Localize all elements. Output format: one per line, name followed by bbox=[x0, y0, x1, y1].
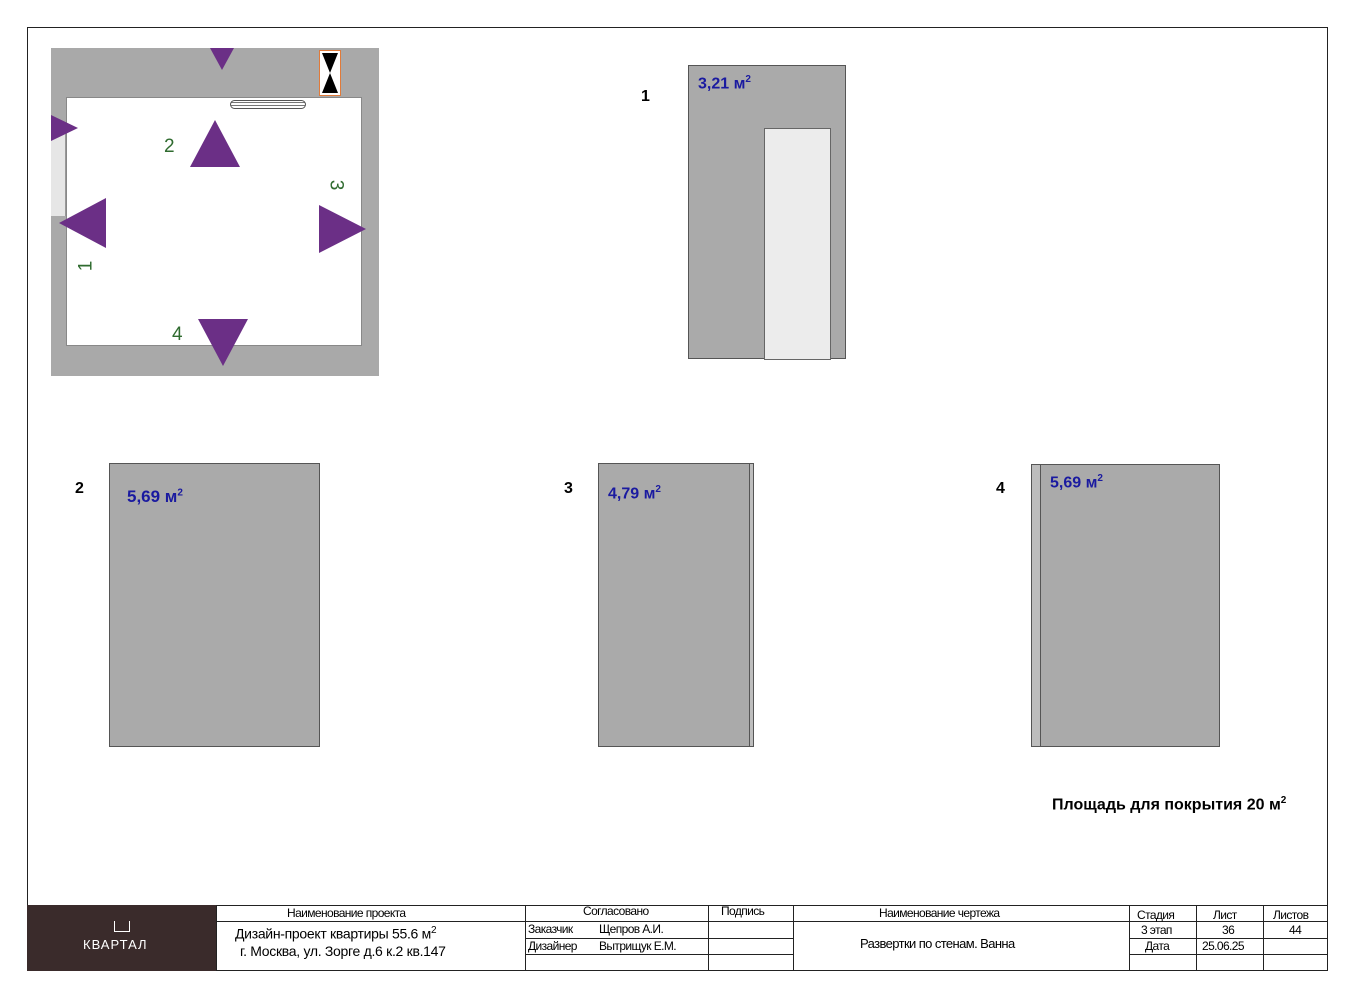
elevation-3-label: 3 bbox=[564, 480, 573, 497]
grid-line bbox=[1129, 905, 1130, 971]
total-area: Площадь для покрытия 20 $м^2$ bbox=[1052, 795, 1287, 814]
floor-plan bbox=[51, 48, 379, 376]
designer-label: Дизайнер bbox=[528, 939, 577, 953]
grid-line bbox=[525, 954, 793, 955]
approved-header: Согласовано bbox=[583, 904, 649, 918]
sheets-value: 44 bbox=[1289, 923, 1302, 937]
sheet-header: Лист bbox=[1213, 908, 1237, 922]
elevation-1-label: 1 bbox=[641, 88, 650, 105]
view-arrow-1-icon bbox=[59, 198, 106, 248]
company-logo bbox=[27, 905, 216, 971]
drawing-name-header: Наименование чертежа bbox=[879, 906, 1000, 920]
plan-wall-number-1: 1 bbox=[75, 260, 97, 272]
stage-value: 3 этап bbox=[1141, 923, 1172, 937]
grid-line bbox=[1129, 954, 1328, 955]
date-label: Дата bbox=[1145, 939, 1170, 953]
plan-wall-number-3: 3 bbox=[325, 179, 347, 191]
grid-line bbox=[708, 905, 709, 971]
sheet-value: 36 bbox=[1222, 923, 1235, 937]
drawing-name: Развертки по стенам. Ванна bbox=[860, 936, 1015, 951]
elevation-3-area: 4,79 $м^2$ bbox=[608, 484, 661, 503]
designer-name: Вытрищук Е.М. bbox=[599, 939, 676, 953]
elevation-1 bbox=[688, 65, 846, 359]
project-line-2: г. Москва, ул. Зорге д.6 к.2 кв.147 bbox=[240, 943, 446, 959]
grid-line bbox=[1196, 905, 1197, 971]
view-arrow-4-icon bbox=[198, 319, 248, 366]
grid-line bbox=[216, 905, 217, 971]
house-icon bbox=[114, 921, 130, 932]
elevation-4-area: 5,69 $м^2$ bbox=[1050, 473, 1103, 492]
view-arrow-top-icon bbox=[210, 48, 234, 70]
grid-line bbox=[793, 905, 794, 971]
customer-label: Заказчик bbox=[528, 922, 573, 936]
stage-header: Стадия bbox=[1137, 908, 1175, 922]
project-line-1: Дизайн-проект квартиры 55.6 $м^2$ bbox=[235, 925, 437, 942]
grid-line bbox=[1263, 905, 1264, 971]
towel-rail bbox=[230, 100, 306, 109]
elevation-1-area: 3,21 $м^2$ bbox=[698, 74, 751, 93]
title-block bbox=[27, 905, 1328, 971]
elevation-3-edge bbox=[749, 463, 754, 747]
sheets-header: Листов bbox=[1273, 908, 1309, 922]
view-arrow-2-icon bbox=[190, 120, 240, 167]
date-value: 25.06.25 bbox=[1202, 939, 1244, 953]
view-arrow-3-icon bbox=[319, 205, 366, 253]
elevation-2-label: 2 bbox=[75, 480, 84, 497]
elevation-2-area: 5,69 $м^2$ bbox=[127, 487, 183, 506]
elevation-4 bbox=[1040, 464, 1220, 747]
elevation-3 bbox=[598, 463, 750, 747]
plan-wall-number-4: 4 bbox=[172, 324, 183, 345]
customer-name: Щепров А.И. bbox=[599, 922, 664, 936]
grid-line bbox=[525, 905, 526, 971]
logo-text: КВАРТАЛ bbox=[83, 937, 148, 952]
project-name-header: Наименование проекта bbox=[287, 906, 406, 920]
view-arrow-left-icon bbox=[51, 115, 78, 141]
fixture-symbol bbox=[319, 50, 341, 96]
plan-wall-number-2: 2 bbox=[164, 136, 175, 157]
door-panel bbox=[764, 128, 831, 360]
signature-header: Подпись bbox=[721, 904, 765, 918]
elevation-4-label: 4 bbox=[996, 480, 1005, 497]
